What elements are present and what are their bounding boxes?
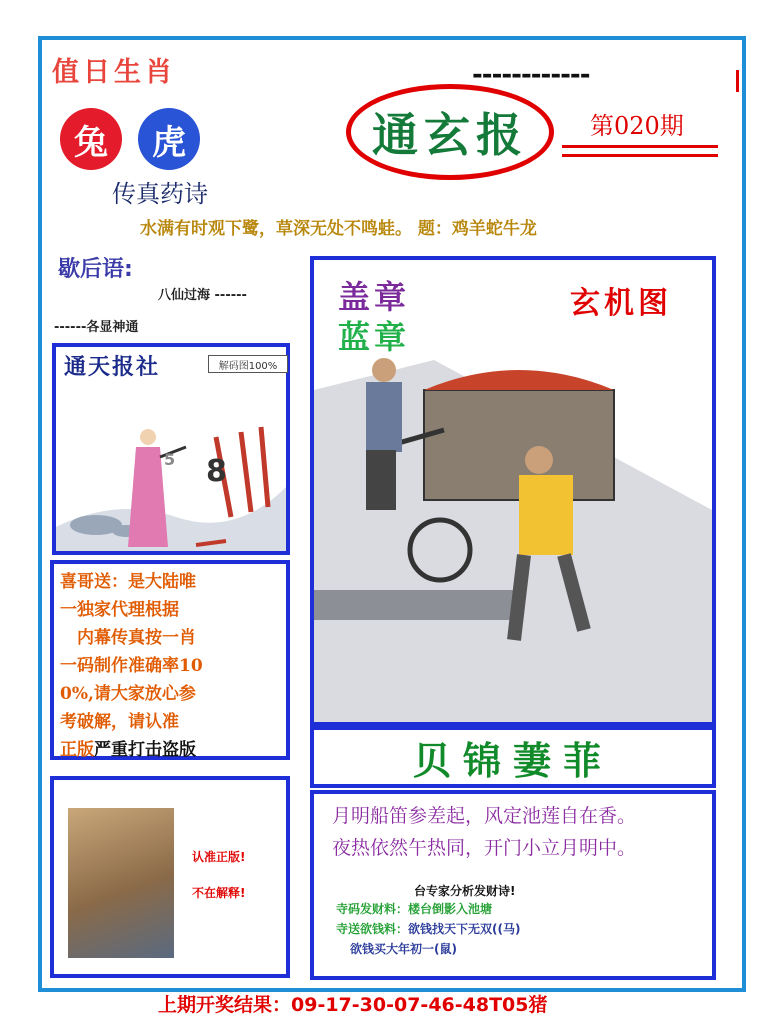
verse-panel [310,790,716,980]
authentic-panel [50,776,290,978]
authentic-image [68,808,174,958]
masthead-text: 通玄报 [372,108,528,162]
xiehouyu-line-1: 八仙过海 ------ [158,288,247,303]
announcement-line: 一码制作准确率10 [60,656,203,676]
last-draw-value: 09-17-30-07-46-48T05猪 [291,994,548,1016]
authentic-line-2: 不在解释! [192,886,246,900]
masthead-logo [346,84,554,180]
expert-row-3: 欲钱买大年初一(鼠) [350,942,457,956]
poem-line: 水满有时观下鹭，草深无处不鸣蛙。 题：鸡羊蛇牛龙 [140,219,537,239]
authentic-line-1: 认准正版! [192,850,246,864]
announcement-line: 喜哥送：是大陆唯 [60,572,196,592]
header-dashes: ------------ [472,60,590,90]
last-draw-result [158,990,548,1017]
expert-row-1 [336,900,492,917]
answer-panel [310,726,716,788]
issue-underline [562,145,718,148]
tongtian-title: 通天报社 [64,354,161,380]
announcement-text [60,568,280,764]
last-draw-label: 上期开奖结果： [158,994,292,1016]
announcement-line: 内幕传真按一肖 [60,628,196,648]
decode-badge: 解码图100% [208,355,288,373]
announcement-line: 一独家代理根据 [60,600,179,620]
zodiac-title: 值日生肖 [52,57,176,88]
stamp-label-2: 蓝章 [338,318,411,356]
issue-underline [562,154,718,157]
tongtian-panel [52,343,290,555]
answer-text: 贝锦萋菲 [412,737,613,783]
zodiac-tiger-badge: 虎 [138,108,200,170]
immortal-illustration [56,377,286,551]
expert-row-2-label: 寺送欲钱料： [336,922,409,936]
zodiac-rabbit-badge: 兔 [60,108,122,170]
svg-text:8: 8 [206,454,227,489]
expert-row-1-value: 楼台倒影入池塘 [408,902,493,916]
expert-row-2 [336,920,520,937]
svg-text:5: 5 [164,450,176,469]
announcement-line [60,736,280,764]
expert-title: 台专家分析发财诗! [414,884,516,898]
xiehouyu-line-2: ------各显神通 [54,320,139,335]
red-tick [736,70,739,92]
main-illustration-panel [310,256,716,726]
announcement-line: 考破解，请认准 [60,712,179,732]
issue-number: 第020期 [590,112,684,140]
expert-row-1-label: 寺码发财料： [336,902,409,916]
expert-row-2-value: 欲钱找天下无双((马) [408,922,521,936]
stamp-label-1: 盖章 [338,278,411,316]
xiehouyu-title: 歇后语: [58,257,133,282]
verse-line-2: 夜热依然午热同，开门小立月明中。 [332,837,637,859]
announcement-line: 0%,请大家放心参 [60,684,196,704]
verse-line-1: 月明船笛参差起，风定池莲自在香。 [332,805,637,827]
announcement-suffix: 严重打击盗版 [94,740,196,760]
announcement-prefix: 正版 [60,740,94,760]
mystery-chart-tag: 玄机图 [570,286,672,321]
announcement-panel [50,560,290,760]
fax-poem-label: 传真药诗 [112,180,208,208]
